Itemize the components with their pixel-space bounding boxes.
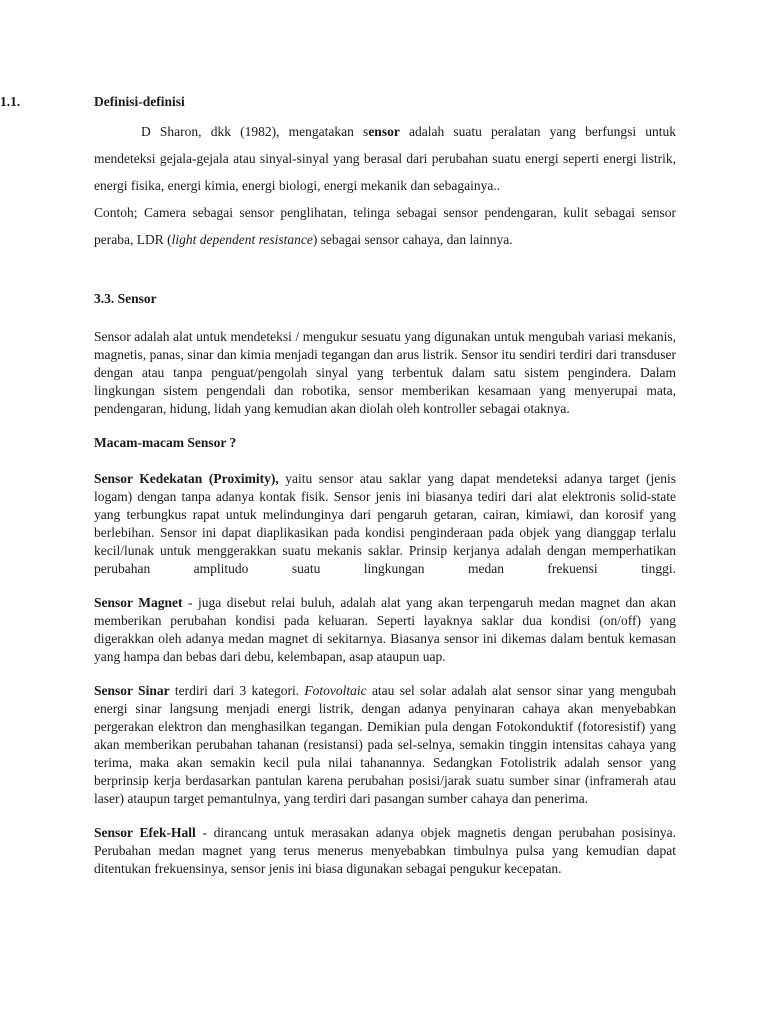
magnet-title: Sensor Magnet (94, 595, 183, 610)
sinar-italic-term: Fotovoltaic (304, 683, 367, 698)
definition-text-end: adalah suatu peralatan yang berfungsi untuk mendeteksi gejala-gejala atau sinyal-sinyal yang berasal dari perubahan suatu energi seperti energi listrik, energi fisika, energi kimia, energi biologi, energi mekanik dan sebagainya.. (94, 124, 676, 193)
sinar-text-end: atau sel solar adalah alat sensor sinar yang mengubah energi sinar langsung menjadi energi listrik, dengan adanya penyinaran cahaya akan menyebabkan pergerakan elektron dan menghasilkan tegangan. Demikian pula dengan Fotokonduktif (fotoresistif) yang akan memberikan perubahan tahanan (resistansi) pada sel-selnya, semakin tinggin intensitas cahaya yang terima, maka akan semakin kecil pula nilai tahanannya. Sedangkan Fotolistrik adalah sensor yang berprinsip kerja berdasarkan pantulan karena perubahan posisi/jarak suatu sumber sinar (inframerah atau laser) ataupun target pemantulnya, yang terdiri dari pasangan sumber cahaya dan penerima. (94, 683, 676, 806)
definition-bold-term: ensor (368, 124, 400, 139)
sinar-paragraph (94, 682, 676, 808)
example-text-end: ) sebagai sensor cahaya, dan lainnya. (312, 232, 513, 247)
sinar-title: Sensor Sinar (94, 683, 170, 698)
definition-text-start: D Sharon, dkk (1982), mengatakan s (141, 124, 369, 139)
example-italic-term: light dependent resistance (171, 232, 313, 247)
proximity-text: yaitu sensor atau saklar yang dapat mendeteksi adanya target (jenis logam) dengan tanpa adanya kontak fisik. Sensor jenis ini biasanya tediri dari alat elektronis solid-state yang terbungkus rapat untuk melindunginya dari pengaruh getaran, cairan, kimiawi, dan korosif yang berlebihan. Sensor ini dapat diaplikasikan pada kondisi penginderaan pada objek yang dianggap terlalu kecil/lunak untuk menggerakkan suatu mekanis saklar. Prinsip kerjanya adalah dengan memperhatikan perubahan amplitudo suatu lingkungan medan frekuensi tinggi. (94, 471, 676, 576)
sinar-text-start: terdiri dari 3 kategori. (169, 683, 305, 698)
section-title: Definisi-definisi (94, 94, 185, 109)
section-number: 1.1. (0, 94, 21, 109)
sensor-types-heading: Macam-macam Sensor ? (94, 435, 237, 450)
definition-paragraph (94, 118, 676, 199)
example-paragraph (94, 199, 676, 253)
sensor-intro-paragraph: Sensor adalah alat untuk mendeteksi / mengukur sesuatu yang digunakan untuk mengubah variasi mekanis, magnetis, panas, sinar dan kimia menjadi tegangan dan arus listrik. Sensor itu sendiri terdiri dari transduser dengan atau tanpa penguat/pengolah sinyal yang terbentuk dalam satu sistem pengindera. Dalam lingkungan sistem pengendali dan robotika, sensor memberikan kesamaan yang menyerupai mata, pendengaran, hidung, lidah yang kemudian akan diolah oleh kontroller sebagai otaknya. (94, 329, 676, 416)
hall-text: - dirancang untuk merasakan adanya objek magnetis dengan perubahan posisinya. Perubahan medan magnet yang terus menerus menyebabkan timbulnya pulsa yang kemudian dapat ditentukan frekuensinya, sensor jenis ini biasa digunakan sebagai pengukur kecepatan. (94, 825, 676, 876)
hall-title: Sensor Efek-Hall (94, 825, 196, 840)
example-text-start: Contoh; Camera sebagai sensor penglihatan, telinga sebagai sensor pendengaran, kulit sebagai sensor peraba, LDR ( (94, 205, 676, 247)
hall-paragraph (94, 824, 676, 878)
proximity-title: Sensor Kedekatan (Proximity), (94, 471, 279, 486)
sensor-heading: 3.3. Sensor (94, 291, 157, 306)
magnet-paragraph (94, 594, 676, 666)
magnet-text: - juga disebut relai buluh, adalah alat yang akan terpengaruh medan magnet dan akan memberikan perubahan kondisi pada keluaran. Seperti layaknya saklar dua kondisi (on/off) yang digerakkan oleh adanya medan magnet di sekitarnya. Biasanya sensor ini dikemas dalam bentuk kemasan yang hampa dan bebas dari debu, kelembapan, asap ataupun uap. (94, 595, 677, 664)
definition-block (94, 118, 676, 253)
sensor-section (94, 290, 676, 894)
proximity-paragraph (94, 470, 676, 578)
